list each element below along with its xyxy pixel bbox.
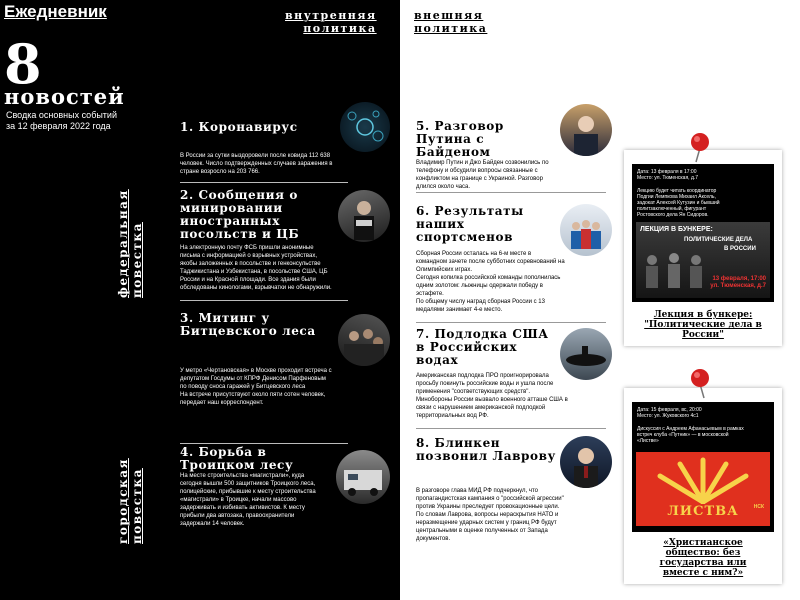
caption-line: «Христианское: [663, 538, 743, 548]
news-4-body-line: полицейские, прибывшие к месту строительства: [180, 489, 316, 495]
event-card-2: [624, 388, 782, 584]
label-federal-agenda: [116, 189, 144, 298]
news-6-title-line: 6. Результаты: [416, 204, 524, 218]
news-7-body: [416, 372, 568, 420]
label-city-agenda: [116, 458, 144, 544]
poster-1-description: [637, 188, 720, 218]
news-6-body-line: Олимпийских играх.: [416, 267, 473, 273]
news-4-body-line: «магистрали» в Троицке, начали массово: [180, 497, 297, 503]
news-2-body: [180, 244, 332, 292]
news-5-title-line: Байденом: [416, 145, 491, 159]
news-8-body-line: пропагандистская кампания о "российской агрессии": [416, 496, 564, 502]
news-8-body-line: против Украины преследует провокационные цели.: [416, 504, 560, 510]
divider: [180, 443, 348, 444]
news-2-body-line: обследованы кинологами, взрывчатки не обнаружили.: [180, 285, 332, 291]
label-federal-line2: повестка: [130, 222, 144, 298]
news-8-body-line: В разговоре глава МИД РФ подчеркнул, что: [416, 488, 538, 494]
olympic-team-photo: [560, 204, 612, 256]
poster-2-desc-line: «Листве»: [637, 438, 659, 444]
poster-1: [632, 164, 774, 302]
news-2-body-line: На электронную почту ФСБ пришли анонимные: [180, 245, 314, 251]
news-2-body-line: якобы заложенных в посольстве и генконсульстве: [180, 261, 321, 267]
pushpin-icon: [686, 366, 714, 400]
section-header-internal-line2: политика: [303, 22, 377, 35]
poster-1-place-line: Место: ул. Тюменская, д.7: [637, 175, 699, 181]
poster-1-desc-line: политзаключенный, фигурант: [637, 206, 707, 212]
news-2-title-line: иностранных: [180, 214, 280, 228]
news-3-body-line: передает наш корреспондент.: [180, 400, 264, 406]
poster-2-description: [637, 426, 744, 444]
section-header-internal-line1: внутренняя: [285, 9, 377, 22]
news-6-body-line: эстафете.: [416, 291, 444, 297]
caption-line: России": [682, 330, 724, 340]
sun-rays-icon: [636, 452, 770, 504]
news-4-title-line: 4. Борьба в: [180, 445, 267, 459]
news-3-title: [180, 312, 316, 338]
poster-2-date: [637, 407, 702, 419]
section-header-internal: [285, 9, 377, 35]
poster-1-footer-line: ул. Тюменская, д.7: [710, 283, 766, 289]
poster-2-desc-line: Дискуссия с Андреем Афанасьевым в рамках: [637, 426, 744, 432]
news-6-body-line: Сборная России осталась на 6-м месте в: [416, 251, 532, 257]
poster-1-desc-line: задокат Алексей Кутузин и бывший: [637, 200, 720, 206]
poster-2-date-line: Дата: 15 февраля, вс, 20:00: [637, 407, 702, 413]
poster-1-banner-line2: ПОЛИТИЧЕСКИЕ ДЕЛА: [684, 237, 753, 243]
news-5-body-line: длился около часа.: [416, 184, 471, 190]
news-7-body-line: применения "соответствующих средств".: [416, 389, 531, 395]
police-officer-icon: [338, 190, 390, 242]
news-word: новостей: [4, 84, 125, 109]
label-city-line2: повестка: [130, 468, 144, 544]
news-2-body-line: Таджикистана и Узбекистана, в посольстве США, ЦБ: [180, 269, 328, 275]
news-8-title: [416, 437, 556, 463]
news-2-body-line: России и на Красной площади. Все здания были: [180, 277, 316, 283]
news-1-body-line: человек. Число подтвержденных случаев заражения в: [180, 161, 333, 167]
news-3-body-line: У метро «Чертановская» в Москве проходит встреча с: [180, 368, 332, 374]
news-7-body-line: связи с нарушением американской подлодкой: [416, 405, 546, 411]
news-7-body-line: Минобороны России вызвало военного атташе США в: [416, 397, 568, 403]
news-7-body-line: территориальных вод РФ.: [416, 413, 489, 419]
news-1-body-line: стране возросло на 203 766.: [180, 169, 260, 175]
news-1-title-line: 1. Коронавирус: [180, 120, 298, 134]
news-2-title-line: минировании: [180, 201, 283, 215]
poster-2-place-line: Место: ул. Жуковского 4с1: [637, 413, 699, 419]
divider: [416, 192, 606, 193]
news-6-body-line: Сегодня копилка российской команды пополнилась: [416, 275, 561, 281]
police-van-icon: [336, 450, 390, 504]
poster-1-desc-line: Подгии Лемпкова Михаил Аксель,: [637, 194, 716, 200]
news-4-title: [180, 446, 293, 472]
news-3-body-line: по поводу сноса гаражей у Битцевского леса: [180, 384, 306, 390]
event-card-1-caption: [628, 310, 778, 340]
news-1-body-line: В России за сутки выздоровели после ковида 112 638: [180, 153, 331, 159]
person-icon: [560, 104, 612, 156]
section-header-external-line2: политика: [414, 22, 488, 35]
poster-1-desc-line: Ростовского дела Ян Сидоров.: [637, 212, 709, 218]
news-7-title: [416, 328, 549, 367]
news-3-title-line: 3. Митинг у: [180, 311, 270, 325]
news-2-title-line: посольств и ЦБ: [180, 227, 300, 241]
submarine-icon: [560, 328, 612, 380]
biden-photo: [560, 104, 612, 156]
news-2-body-line: письма с информацией о взрывных устройствах,: [180, 253, 317, 259]
intro-subtitle-line1: Сводка основных событий: [6, 110, 117, 120]
divider: [416, 428, 606, 429]
news-2-title: [180, 189, 299, 241]
caption-line: государства или: [659, 558, 747, 568]
news-7-title-line: 7. Подлодка США: [416, 327, 549, 341]
listva-logo: [636, 452, 770, 526]
news-5-title-line: Путина с: [416, 132, 485, 146]
section-header-external-line1: внешняя: [414, 9, 484, 22]
submarine-photo: [560, 328, 612, 380]
news-6-body: [416, 250, 565, 314]
divider: [416, 322, 606, 323]
divider: [180, 182, 348, 183]
news-4-body-line: задержали 14 человек.: [180, 521, 245, 527]
news-6-body-line: одним золотом: лыжницы одержали победу в: [416, 283, 543, 289]
news-6-title-line: спортсменов: [416, 230, 514, 244]
news-4-body: [180, 472, 316, 528]
section-header-external: [414, 9, 487, 35]
news-7-body-line: просьбу покинуть российские воды и ушла после: [416, 381, 554, 387]
news-4-title-line: Троицком лесу: [180, 458, 294, 472]
poster-1-banner-line3: В РОССИИ: [724, 246, 756, 252]
caption-line: вместе с ним?»: [662, 568, 744, 578]
news-8-body-line: центральными в оценке полученных от Запада: [416, 528, 548, 534]
news-5-body: [416, 159, 549, 191]
poster-1-date-line: Дата: 13 февраля в 17:00: [637, 169, 697, 175]
news-6-title-line: наших: [416, 217, 465, 231]
embassy-police-photo: [338, 190, 390, 242]
divider: [180, 300, 348, 301]
label-city-line1: городская: [116, 458, 130, 544]
troitsk-forest-photo: [336, 450, 390, 504]
news-5-body-line: конфликтом на границе с Украиной. Разговор: [416, 176, 543, 182]
poster-1-banner-line1: ЛЕКЦИЯ В БУНКЕРЕ:: [640, 226, 713, 233]
news-5-title: [416, 120, 504, 159]
news-3-body-line: На встрече присутствуют около пяти сотен человек,: [180, 392, 326, 398]
rally-photo: [338, 314, 390, 366]
news-5-title-line: 5. Разговор: [416, 119, 504, 133]
pushpin-icon: [686, 130, 714, 164]
news-6-body-line: командном зачете после субботних соревнований на: [416, 259, 565, 265]
poster-1-footer: [710, 276, 766, 290]
brand-title: Ежедневник: [4, 2, 107, 21]
poster-1-desc-line: Лекцию будет читать координатор: [637, 188, 717, 194]
news-8-body: [416, 487, 564, 543]
news-7-title-line: водах: [416, 353, 459, 367]
listva-logo-text: ЛИСТВА: [667, 504, 739, 519]
label-federal-line1: федеральная: [116, 189, 130, 298]
caption-line: "Политические дела в: [644, 320, 762, 330]
news-1-title: [180, 121, 298, 134]
listva-logo-small: НСК: [753, 504, 764, 510]
news-7-title-line: в Российских: [416, 340, 518, 354]
silhouettes-icon: [640, 250, 720, 290]
news-8-title-line: позвонил Лаврову: [416, 449, 556, 463]
news-4-body-line: прибыли два автозака, правоохранители: [180, 513, 295, 519]
news-8-title-line: 8. Блинкен: [416, 436, 501, 450]
poster-1-date: [637, 169, 698, 181]
news-4-body-line: задерживать и избивать активистов. К месту: [180, 505, 305, 511]
news-2-title-line: 2. Сообщения о: [180, 188, 299, 202]
person-icon: [560, 436, 612, 488]
intro-subtitle-line2: за 12 февраля 2022 года: [6, 121, 111, 131]
news-6-body-line: По общему числу наград сборная России с 13: [416, 299, 545, 305]
news-6-body-line: медалями занимает 4-е место.: [416, 307, 503, 313]
event-card-2-caption: [628, 538, 778, 578]
news-5-body-line: телефону и обсудили вопросы связанные с: [416, 168, 538, 174]
news-3-body: [180, 367, 332, 407]
virus-icon: [340, 102, 390, 152]
news-6-title: [416, 205, 524, 244]
poster-1-footer-line: 13 февраля, 17:00: [712, 276, 766, 282]
caption-line: общество: без: [665, 548, 741, 558]
poster-2-desc-line: встреч клуба «Путник» — в московской: [637, 432, 729, 438]
caption-line: Лекция в бункере:: [653, 310, 753, 320]
news-3-body-line: депутатом Госдумы от КПРФ Денисом Парфеновым: [180, 376, 326, 382]
poster-2: [632, 402, 774, 532]
news-1-body: [180, 152, 333, 176]
poster-1-banner: [636, 222, 770, 298]
news-8-body-line: документов.: [416, 536, 451, 542]
blinken-photo: [560, 436, 612, 488]
coronavirus-photo: [340, 102, 390, 152]
intro-subtitle: [6, 110, 166, 132]
crowd-icon: [338, 314, 390, 366]
athletes-icon: [560, 204, 612, 256]
news-8-body-line: неразмещение ударных систем у границ РФ будут: [416, 520, 557, 526]
news-7-body-line: Американская подлодка ПРО проигнорировала: [416, 373, 549, 379]
news-5-body-line: Владимир Путин и Джо Байден созвонились по: [416, 160, 549, 166]
news-4-body-line: На месте строительства «магистрали», куда: [180, 473, 305, 479]
news-count: 8: [4, 32, 42, 96]
news-4-body-line: сегодня вышли 500 защитников Троицкого леса,: [180, 481, 316, 487]
news-8-body-line: По словам Лаврова, вопросы нераскрытия НАТО и: [416, 512, 559, 518]
event-card-1: [624, 150, 782, 346]
news-3-title-line: Битцевского леса: [180, 324, 316, 338]
